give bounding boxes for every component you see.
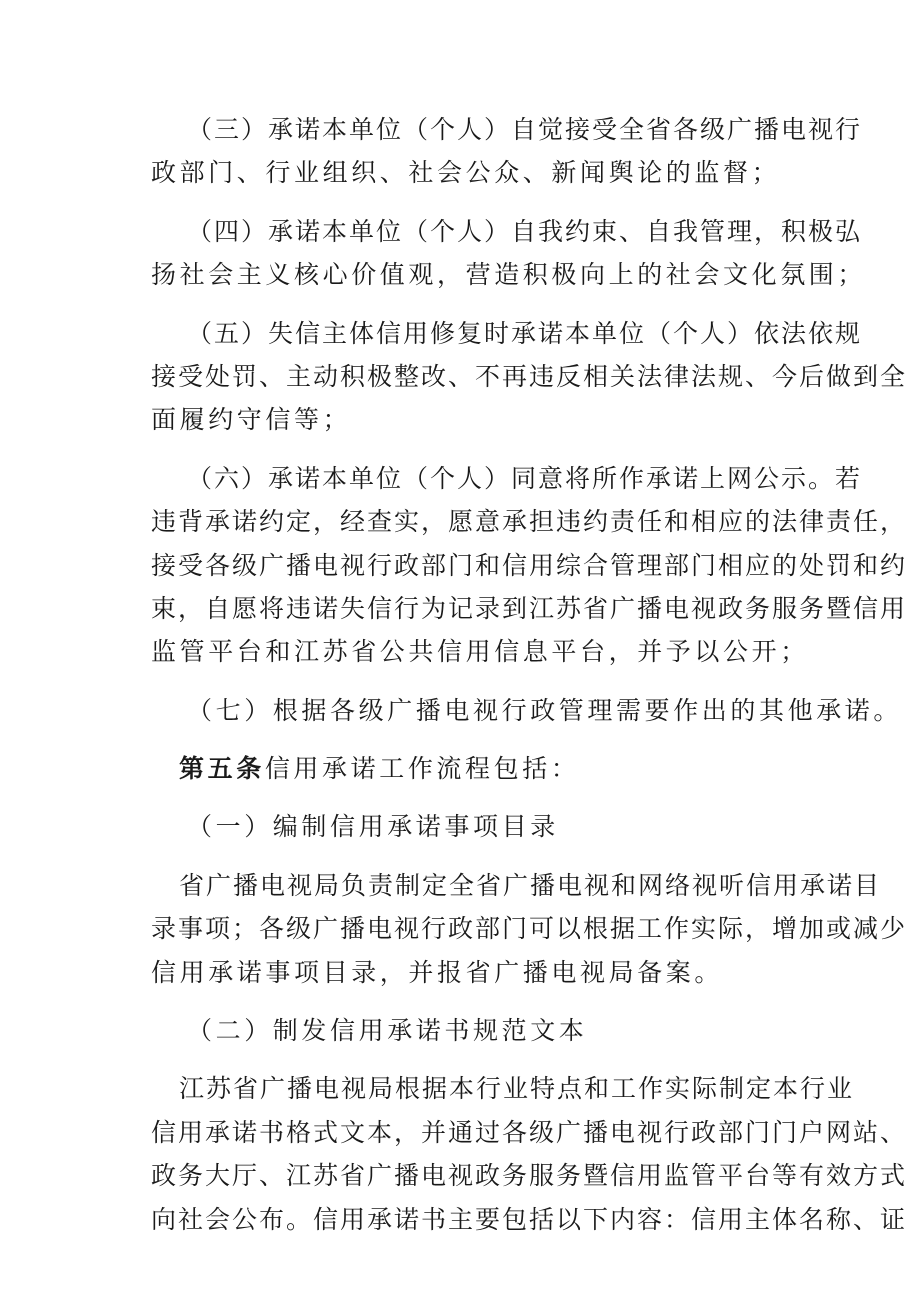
text-line	[151, 1067, 855, 1110]
line-text: 政务大厅、江苏省广播电视政务服务暨信用监管平台等有效方式	[151, 1161, 908, 1191]
line-text: 扬社会主义核心价值观，营造积极向上的社会文化氛围；	[151, 260, 867, 290]
line-text: 接受各级广播电视行政部门和信用综合管理部门相应的处罚和约	[151, 550, 908, 580]
text-line	[151, 398, 775, 441]
text-line	[151, 544, 908, 587]
paragraph	[151, 1067, 908, 1241]
text-line	[151, 1154, 908, 1197]
text-line	[151, 907, 908, 950]
paragraph	[151, 689, 903, 732]
text-line	[151, 108, 863, 151]
text-line	[151, 151, 781, 194]
text-line	[151, 312, 863, 355]
line-text: 违背承诺约定，经查实，愿意承担违约责任和相应的法律责任，	[151, 507, 908, 537]
line-text: （二）制发信用承诺书规范文本	[187, 1016, 588, 1046]
line-text: （四）承诺本单位（个人）自我约束、自我管理，积极弘	[187, 216, 863, 246]
text-line	[151, 864, 882, 907]
paragraph	[151, 457, 908, 674]
document-body	[151, 108, 908, 1256]
line-text: （一）编制信用承诺事项目录	[187, 812, 559, 842]
line-text: 向社会公布。信用承诺书主要包括以下内容：信用主体名称、证	[151, 1204, 908, 1234]
text-line	[151, 210, 863, 253]
line-text: 录事项；各级广播电视行政部门可以根据工作实际，增加或减少	[151, 914, 908, 944]
text-line	[151, 457, 863, 500]
line-text: 省广播电视局负责制定全省广播电视和网络视听信用承诺目	[179, 870, 882, 900]
paragraph	[151, 805, 775, 848]
line-text: （七）根据各级广播电视行政管理需要作出的其他承诺。	[187, 695, 903, 725]
paragraph	[151, 747, 775, 790]
paragraph	[151, 1009, 775, 1052]
line-text: （五）失信主体信用修复时承诺本单位（个人）依法依规	[187, 318, 863, 348]
text-line	[151, 1198, 908, 1241]
text-line	[151, 630, 809, 673]
line-text: 信用承诺事项目录，并报省广播电视局备案。	[151, 957, 724, 987]
line-text: （六）承诺本单位（个人）同意将所作承诺上网公示。若	[187, 463, 863, 493]
text-line	[151, 951, 775, 994]
paragraph	[151, 312, 908, 442]
line-text: （三）承诺本单位（个人）自觉接受全省各级广播电视行	[187, 115, 863, 144]
paragraph	[151, 864, 908, 994]
line-text: 江苏省广播电视局根据本行业特点和工作实际制定本行业	[179, 1074, 855, 1104]
text-line	[151, 805, 775, 848]
text-line	[151, 253, 867, 296]
line-text: 信用承诺书格式文本，并通过各级广播电视行政部门门户网站、	[151, 1117, 908, 1147]
line-text: 面履约守信等；	[151, 405, 352, 435]
text-line	[151, 355, 908, 398]
text-line	[151, 1111, 908, 1154]
article-heading: 第五条	[179, 754, 265, 784]
text-line	[151, 500, 908, 543]
line-text: 信用承诺工作流程包括：	[264, 754, 580, 784]
line-text: 接受处罚、主动积极整改、不再违反相关法律法规、今后做到全	[151, 361, 908, 391]
text-line	[151, 587, 908, 630]
line-text: 束，自愿将违诺失信行为记录到江苏省广播电视政务服务暨信用	[151, 593, 908, 623]
line-text: 监管平台和江苏省公共信用信息平台，并予以公开；	[151, 637, 809, 667]
line-text: 政部门、行业组织、社会公众、新闻舆论的监督；	[151, 158, 781, 188]
paragraph	[151, 108, 863, 195]
text-line	[151, 1009, 775, 1052]
text-line	[151, 689, 903, 732]
paragraph	[151, 210, 867, 297]
text-line	[151, 747, 775, 790]
